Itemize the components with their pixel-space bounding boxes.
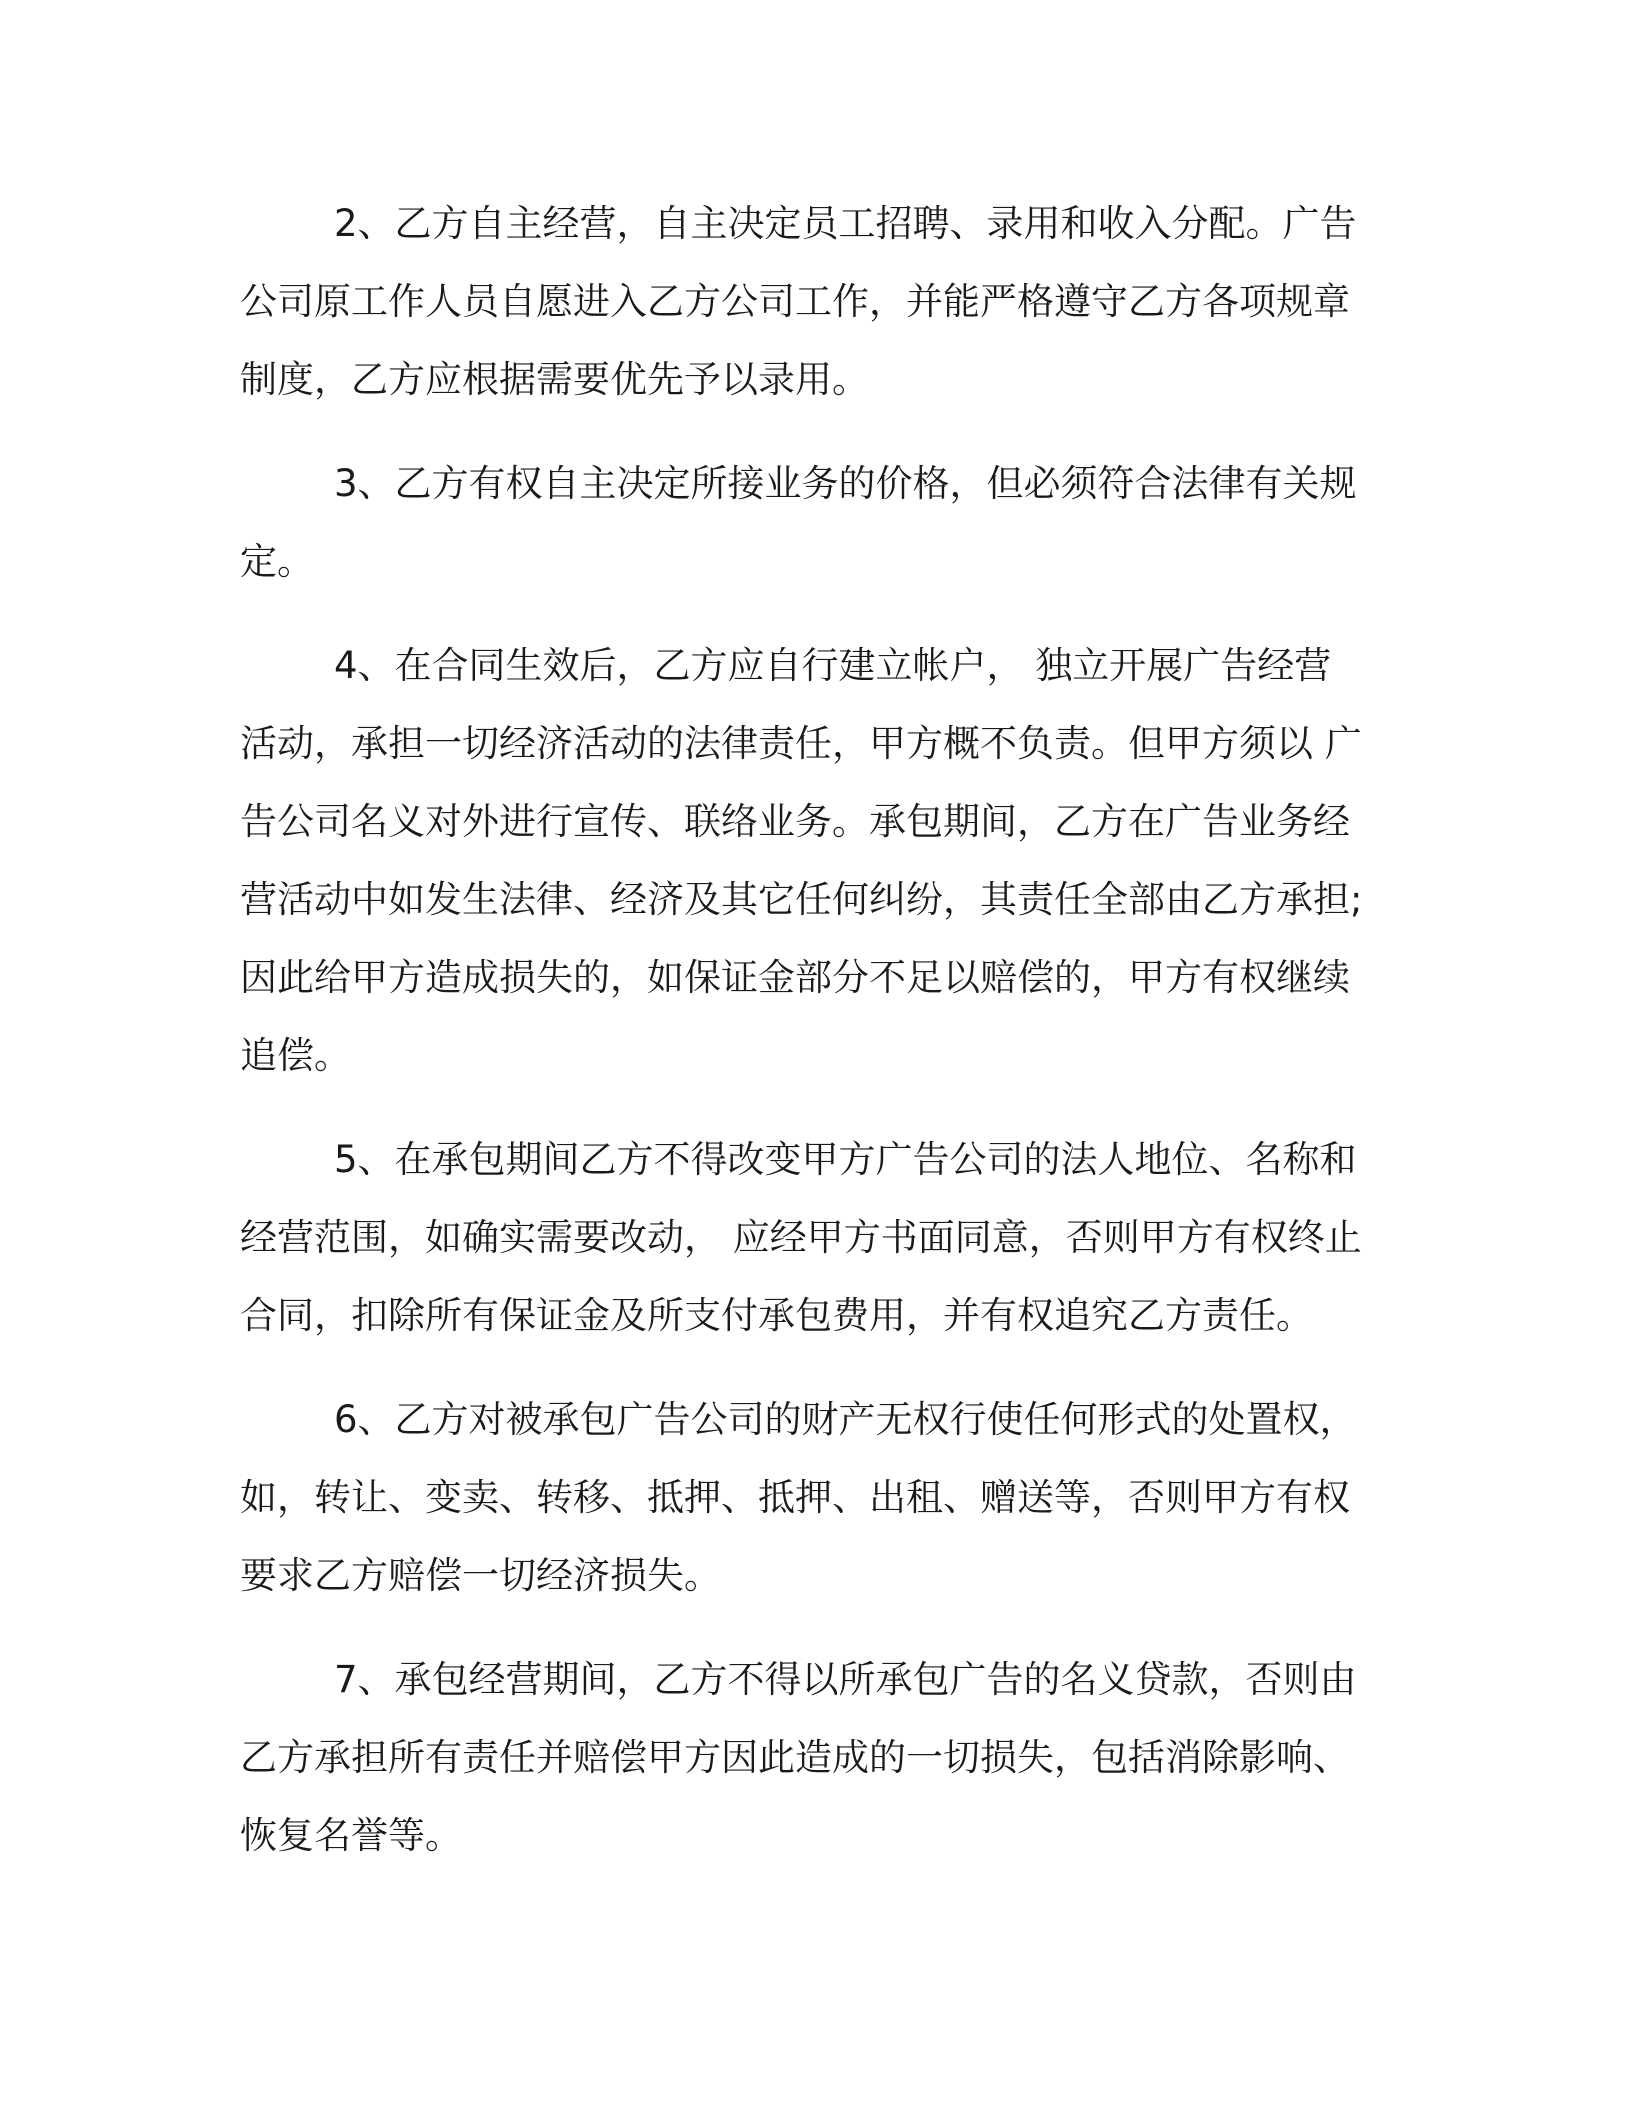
paragraph-clause-5: 5、在承包期间乙方不得改变甲方广告公司的法人地位、名称和经营范围，如确实需要改动， 应经甲方书面同意，否则甲方有权终止合同，扣除所有保证金及所支付承包费用，并有权追究乙方责任。 (240, 1138, 1362, 1337)
paragraph-clause-3: 3、乙方有权自主决定所接业务的价格，但必须符合法律有关规定。 (240, 462, 1357, 583)
document-body (240, 185, 1365, 1875)
paragraph-clause-6: 6、乙方对被承包广告公司的财产无权行使任何形式的处置权，如，转让、变卖、转移、抵押、抵押、出租、赠送等，否则甲方有权要求乙方赔偿一切经济损失。 (240, 1398, 1357, 1597)
paragraph-clause-4: 4、在合同生效后，乙方应自行建立帐户， 独立开展广告经营活动，承担一切经济活动的法律责任，甲方概不负责。但甲方须以 广告公司名义对外进行宣传、联络业务。承包期间，乙方在广告业务经营活动中如发生法律、经济及其它任何纠纷，其责任全部由乙方承担;因此给甲方造成损失的，如保证金部分不足以赔偿的，甲方有权继续追偿。 (240, 644, 1363, 1077)
paragraph-clause-2: 2、乙方自主经营，自主决定员工招聘、录用和收入分配。广告公司原工作人员自愿进入乙方公司工作，并能严格遵守乙方各项规章制度，乙方应根据需要优先予以录用。 (240, 202, 1357, 401)
paragraph-clause-7: 7、承包经营期间，乙方不得以所承包广告的名义贷款，否则由乙方承担所有责任并赔偿甲方因此造成的一切损失，包括消除影响、恢复名誉等。 (240, 1658, 1357, 1857)
